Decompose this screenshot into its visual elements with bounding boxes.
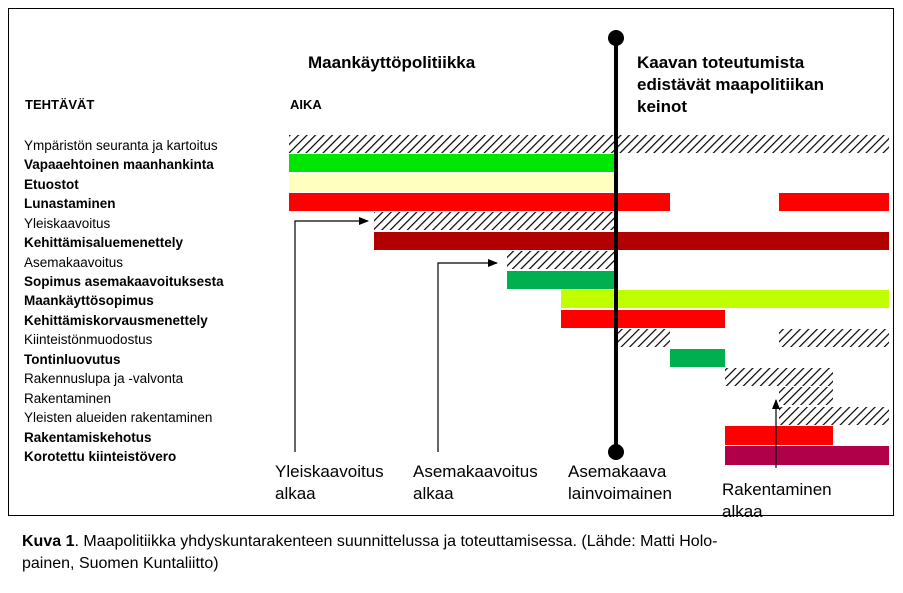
bar-maankayttosopimus (561, 290, 889, 308)
task-label: Kehittämisaluemenettely (24, 235, 184, 250)
task-label: Rakentamiskehotus (24, 430, 152, 445)
right-title-line-1: Kaavan toteutumista (637, 53, 805, 72)
bar-kehittamisalue (374, 232, 889, 250)
caption-text: . Maapolitiikka yhdyskuntarakenteen suunnittelussa ja toteuttamisessa. (Lähde: Matti Holo- (74, 533, 718, 550)
task-label: Etuostot (24, 177, 79, 192)
caption-text-line-2: painen, Suomen Kuntaliitto) (22, 555, 219, 572)
milestone-yleiskaavoitus-line-1: Yleiskaavoitus (275, 462, 384, 481)
bar-yleiskaavoitus-hatched (374, 212, 614, 230)
task-label: Kehittämiskorvausmenettely (24, 313, 208, 328)
tasks-header: TEHTÄVÄT (25, 97, 95, 112)
milestone-yleiskaavoitus-line-2: alkaa (275, 484, 316, 503)
task-label: Asemakaavoitus (24, 255, 124, 270)
bar-kiinteistonmuodostus-hatched-2 (779, 329, 889, 347)
bar-ymparisto-hatched (289, 135, 889, 153)
bar-tontinluovutus (670, 349, 725, 367)
bar-rakennuslupa-hatched (725, 368, 833, 386)
milestone-asemakaavoitus-line-1: Asemakaavoitus (413, 462, 538, 481)
right-title-line-2: edistävät maapolitiikan (637, 75, 825, 94)
bar-rakentaminen-hatched (779, 387, 833, 405)
milestone-asemakaava-line-1: Asemakaava (568, 462, 667, 481)
bar-kehittamiskorvaus (561, 310, 725, 328)
right-title-line-3: keinot (637, 97, 688, 116)
task-label: Sopimus asemakaavoituksesta (24, 274, 224, 289)
time-header: AIKA (290, 97, 322, 112)
divider-top-dot (608, 30, 624, 46)
arrow-yleiskaavoitus (295, 221, 368, 452)
bar-lunastaminen-1 (289, 193, 670, 211)
milestone-labels (275, 462, 832, 520)
task-label: Lunastaminen (24, 196, 116, 211)
task-label: Rakennuslupa ja -valvonta (24, 371, 184, 386)
milestone-rakentaminen-line-1: Rakentaminen (722, 480, 832, 499)
task-label: Maankäyttösopimus (24, 293, 154, 308)
milestone-rakentaminen-line-2: alkaa (722, 502, 763, 520)
task-bars (289, 135, 889, 465)
milestone-asemakaava-line-2: lainvoimainen (568, 484, 672, 503)
task-label: Kiinteistönmuodostus (24, 332, 153, 347)
bar-yleiset-alueet-hatched (779, 407, 889, 425)
task-label: Yleisten alueiden rakentaminen (24, 410, 213, 425)
figure-caption (22, 531, 882, 575)
task-label: Tontinluovutus (24, 352, 121, 367)
bar-sopimus-asemakaavoituksesta (507, 271, 614, 289)
milestone-asemakaavoitus-line-2: alkaa (413, 484, 454, 503)
bar-etuostot (289, 174, 614, 192)
task-labels (24, 138, 224, 464)
bar-kiinteistonmuodostus-hatched-1 (614, 329, 670, 347)
divider-bottom-dot (608, 444, 624, 460)
arrow-asemakaavoitus (438, 263, 497, 452)
caption-label: Kuva 1 (22, 533, 75, 550)
bar-korotettu-kiinteistovero (725, 446, 889, 465)
bar-lunastaminen-2 (779, 193, 889, 211)
task-label: Rakentaminen (24, 391, 112, 406)
bar-rakentamiskehotus (725, 426, 833, 445)
bar-asemakaavoitus-hatched (507, 251, 614, 269)
bar-vapaaehtoinen (289, 154, 614, 172)
left-title: Maankäyttöpolitiikka (308, 53, 476, 72)
task-label: Ympäristön seuranta ja kartoitus (24, 138, 218, 153)
task-label: Vapaaehtoinen maanhankinta (24, 157, 214, 172)
task-label: Yleiskaavoitus (24, 216, 111, 231)
task-label: Korotettu kiinteistövero (24, 449, 177, 464)
